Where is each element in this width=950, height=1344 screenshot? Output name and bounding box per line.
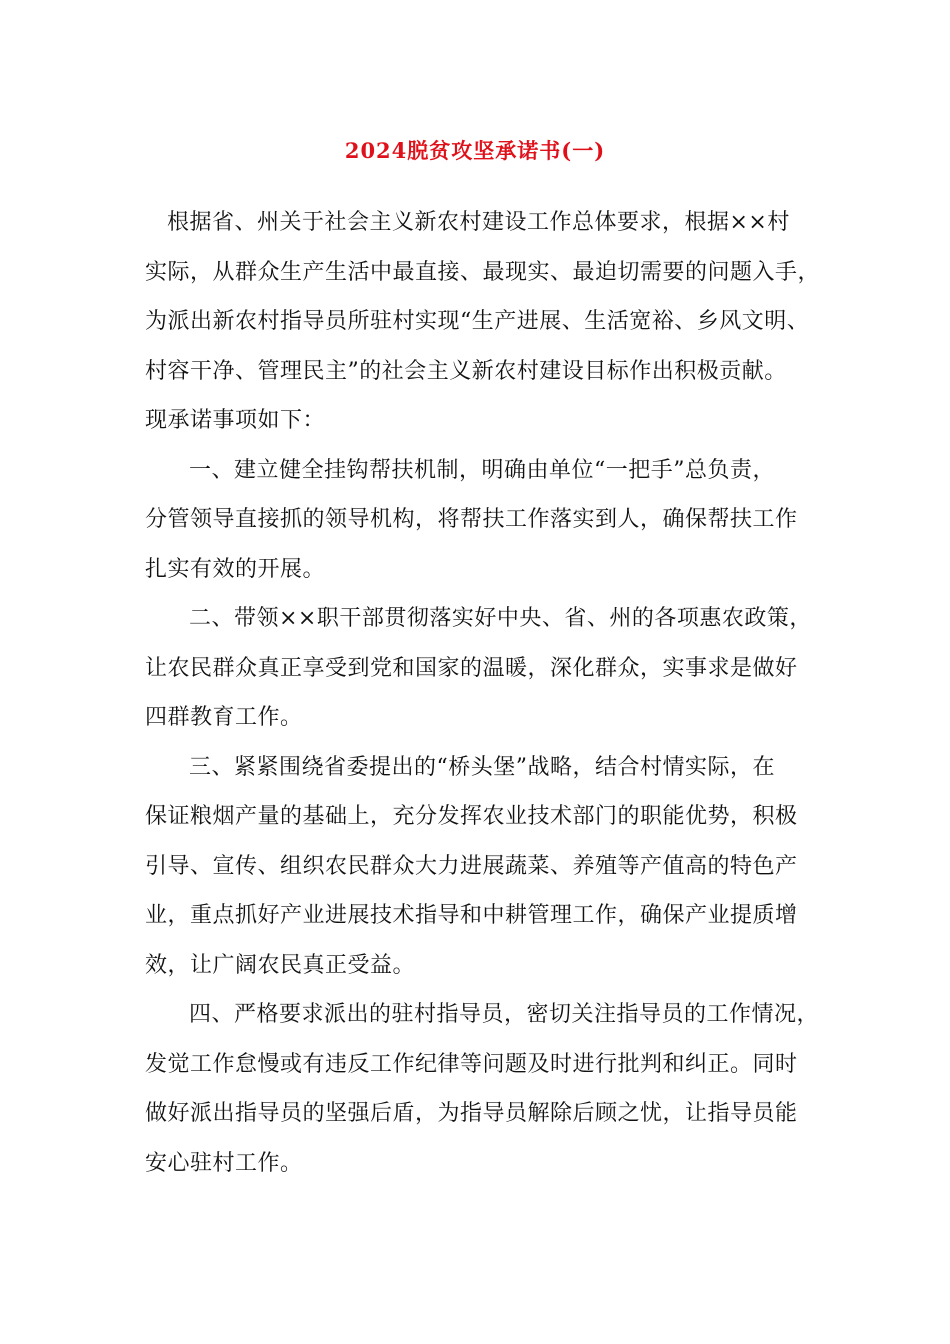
document-body [145,198,825,1188]
text-line: 四、严格要求派出的驻村指导员，密切关注指导员的工作情况， [189,1002,820,1027]
text-line: 保证粮烟产量的基础上，充分发挥农业技术部门的职能优势，积极 [145,804,798,829]
text-line: 四群教育工作。 [145,705,303,730]
commitment-item-1 [145,446,825,595]
commitment-item-3 [145,743,825,991]
text-line: 扎实有效的开展。 [145,556,326,582]
text-line: 引导、宣传、组织农民群众大力进展蔬菜、养殖等产值高的特色产 [145,853,798,879]
text-line: 业，重点抓好产业进展技术指导和中耕管理工作，确保产业提质增 [145,903,798,928]
text-line: 安心驻村工作。 [145,1150,303,1176]
document-title: 2024脱贫攻坚承诺书(一) [344,138,606,163]
text-line: 三、紧紧围绕省委提出的“桥头堡”战略，结合村情实际，在 [189,754,775,780]
text-line: 一、建立健全挂钩帮扶机制，明确由单位“一把手”总负责， [189,457,775,483]
text-line: 实际，从群众生产生活中最直接、最现实、最迫切需要的问题入手， [145,259,821,285]
text-line: 为派出新农村指导员所驻村实现“生产进展、生活宽裕、乡风文明、 [145,309,810,334]
text-line: 效，让广阔农民真正受益。 [145,952,416,978]
text-line: 二、带领××职干部贯彻落实好中央、省、州的各项惠农政策， [189,606,812,631]
text-line: 发觉工作怠慢或有违反工作纪律等问题及时进行批判和纠正。同时 [145,1051,798,1077]
text-line: 村容干净、管理民主”的社会主义新农村建设目标作出积极贡献。 [145,358,787,384]
commitment-item-4 [145,990,825,1188]
intro-paragraph [145,198,825,446]
commitment-item-2 [145,594,825,743]
text-line: 做好派出指导员的坚强后盾，为指导员解除后顾之忧，让指导员能 [145,1101,798,1126]
text-line: 让农民群众真正享受到党和国家的温暖，深化群众，实事求是做好 [145,655,798,681]
text-line: 现承诺事项如下： [145,408,326,433]
text-line: 分管领导直接抓的领导机构，将帮扶工作落实到人，确保帮扶工作 [145,507,798,532]
text-line: 根据省、州关于社会主义新农村建设工作总体要求，根据××村 [167,210,790,235]
